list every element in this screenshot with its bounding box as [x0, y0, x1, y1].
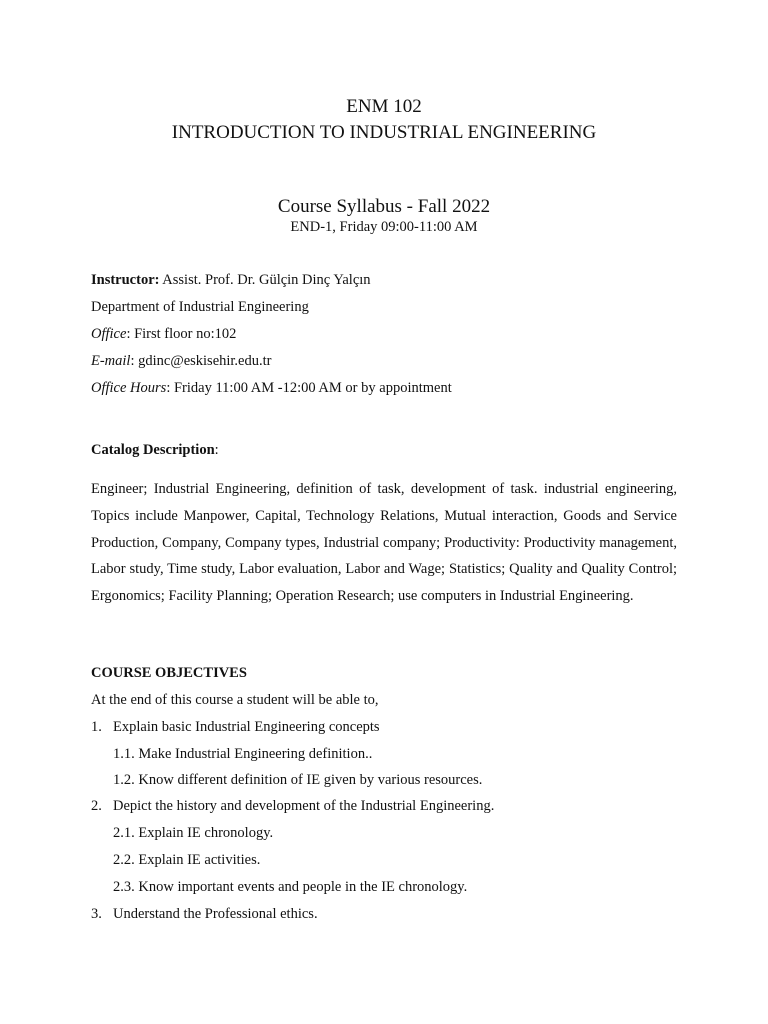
objective-number: 1.	[91, 719, 102, 735]
objectives-heading: COURSE OBJECTIVES	[91, 665, 247, 681]
instructor-name: Assist. Prof. Dr. Gülçin Dinç Yalçın	[159, 272, 371, 288]
course-title: INTRODUCTION TO INDUSTRIAL ENGINEERING	[171, 122, 597, 143]
objective-text: Explain IE chronology.	[138, 825, 274, 841]
objective-number: 2.3.	[113, 879, 135, 895]
objective-subitem	[113, 746, 372, 763]
objective-number: 2.2.	[113, 852, 135, 868]
office-label: Office	[91, 326, 127, 342]
instructor-line	[91, 272, 371, 289]
objective-text: Know different definition of IE given by various resources.	[138, 772, 483, 788]
objectives-intro: At the end of this course a student will be able to,	[91, 692, 379, 708]
email-label: E-mail	[91, 353, 131, 369]
office-value: : First floor no:102	[126, 326, 237, 342]
email-line	[91, 353, 271, 370]
objective-item	[91, 719, 102, 736]
office-hours-value: : Friday 11:00 AM -12:00 AM or by appointment	[166, 380, 452, 396]
catalog-description: Engineer; Industrial Engineering, definition of task, development of task. industrial engineering, Topics include Manpower, Capital, Technology Relations, Mutual interaction, Goods and Service Production, Company, Company types, Industrial company; Productivity: Productivity management, Labor study, Time study, Labor evaluation, Labor and Wage; Statistics; Quality and Quality Control; Ergonomics; Facility Planning; Operation Research; use computers in Industrial Engineering.	[91, 481, 677, 605]
objective-text: Depict the history and development of the Industrial Engineering.	[113, 798, 495, 814]
objective-number: 2.	[91, 798, 102, 814]
office-hours-line	[91, 380, 452, 397]
objective-text: Explain basic Industrial Engineering concepts	[113, 719, 380, 735]
catalog-heading: Catalog Description	[91, 442, 215, 458]
objective-subitem	[113, 825, 273, 842]
syllabus-title: Course Syllabus - Fall 2022	[277, 196, 491, 217]
objective-item	[91, 798, 102, 815]
email-value: : gdinc@eskisehir.edu.tr	[130, 353, 272, 369]
department: Department of Industrial Engineering	[91, 299, 309, 315]
objective-number: 3.	[91, 906, 102, 922]
course-schedule: END-1, Friday 09:00-11:00 AM	[290, 219, 478, 235]
office-line	[91, 326, 236, 343]
objective-text: Understand the Professional ethics.	[113, 906, 318, 922]
objective-subitem	[113, 879, 467, 896]
objective-number: 2.1.	[113, 825, 135, 841]
objective-text: Explain IE activities.	[138, 852, 261, 868]
objective-item	[91, 906, 102, 923]
instructor-label: Instructor:	[91, 272, 160, 288]
course-code: ENM 102	[346, 96, 422, 117]
catalog-heading-line	[91, 442, 219, 459]
objective-text: Make Industrial Engineering definition..	[138, 746, 373, 762]
objective-number: 1.1.	[113, 746, 135, 762]
objective-subitem	[113, 772, 482, 789]
office-hours-label: Office Hours	[91, 380, 167, 396]
objective-number: 1.2.	[113, 772, 135, 788]
objective-subitem	[113, 852, 260, 869]
objective-text: Know important events and people in the IE chronology.	[138, 879, 468, 895]
catalog-heading-colon: :	[214, 442, 219, 458]
